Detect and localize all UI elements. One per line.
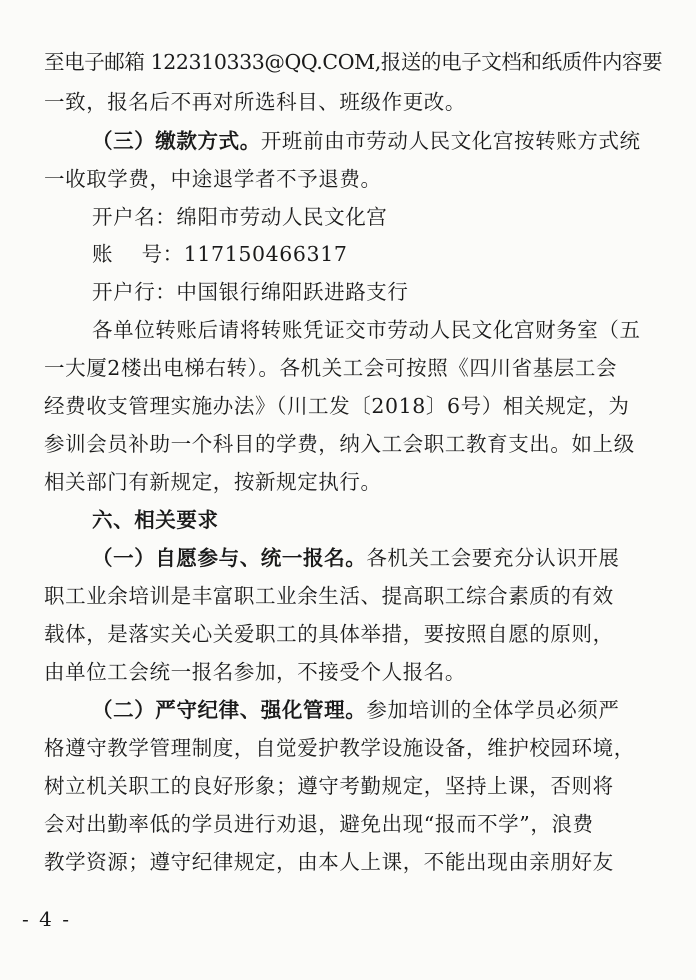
requirement-1-heading: （一）自愿参与、统一报名。 xyxy=(92,546,367,570)
body-line: 职工业余培训是丰富职工业余生活、提高职工综合素质的有效 xyxy=(44,584,614,608)
requirement-1-paragraph xyxy=(92,544,664,572)
body-line: 格遵守教学管理制度，自觉爱护教学设施设备，维护校园环境， xyxy=(44,736,635,760)
bank-line: 开户行：中国银行绵阳跃进路支行 xyxy=(92,280,409,304)
body-line: 树立机关职工的良好形象；遵守考勤规定，坚持上课，否则将 xyxy=(44,774,614,798)
body-line: 一收取学费，中途退学者不予退费。 xyxy=(44,167,382,191)
account-number-line: 账 号：117150466317 xyxy=(92,242,348,266)
body-line: 载体，是落实关心关爱职工的具体举措，要按照自愿的原则， xyxy=(44,622,614,646)
body-line: 至电子邮箱 122310333@QQ.COM,报送的电子文档和纸质件内容要 xyxy=(44,50,663,74)
page-number: - 4 - xyxy=(22,907,71,931)
payment-text: 开班前由市劳动人民文化宫按转账方式统 xyxy=(260,129,641,153)
requirement-2-text: 参加培训的全体学员必须严 xyxy=(366,698,620,722)
requirement-2-paragraph xyxy=(92,696,664,724)
body-line: 参训会员补助一个科目的学费，纳入工会职工教育支出。如上级 xyxy=(44,432,635,456)
body-line: 各单位转账后请将转账凭证交市劳动人民文化宫财务室（五 xyxy=(92,318,641,342)
requirement-1-text: 各机关工会要充分认识开展 xyxy=(366,546,620,570)
payment-heading: （三）缴款方式。 xyxy=(92,129,261,153)
account-name-line: 开户名：绵阳市劳动人民文化宫 xyxy=(92,205,388,229)
body-line: 一大厦2楼出电梯右转）。各机关工会可按照《四川省基层工会 xyxy=(44,356,618,380)
body-line: 教学资源；遵守纪律规定，由本人上课，不能出现由亲朋好友 xyxy=(44,850,614,874)
body-line: 经费收支管理实施办法》（川工发〔2018〕6号）相关规定，为 xyxy=(44,394,630,418)
requirement-2-heading: （二）严守纪律、强化管理。 xyxy=(92,698,367,722)
body-line: 一致，报名后不再对所选科目、班级作更改。 xyxy=(44,90,466,114)
section-heading: 六、相关要求 xyxy=(92,508,219,532)
body-line: 由单位工会统一报名参加，不接受个人报名。 xyxy=(44,660,466,684)
payment-paragraph xyxy=(92,127,664,155)
body-line: 相关部门有新规定，按新规定执行。 xyxy=(44,470,382,494)
body-line: 会对出勤率低的学员进行劝退，避免出现“报而不学”，浪费 xyxy=(44,812,594,836)
